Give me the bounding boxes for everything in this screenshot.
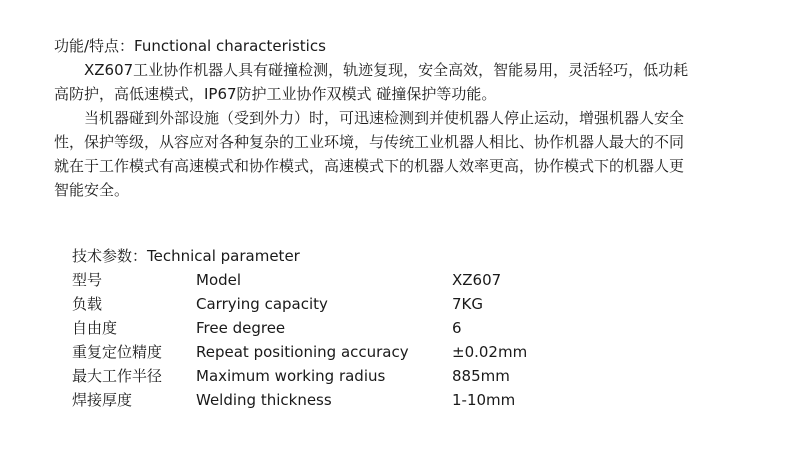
spec-row-welding-thickness bbox=[72, 388, 572, 412]
spec-label-cn: 重复定位精度 bbox=[72, 343, 163, 361]
spec-label-en: Welding thickness bbox=[196, 391, 332, 409]
parameters-section bbox=[72, 244, 572, 412]
spec-row-model bbox=[72, 268, 572, 292]
spec-value: 1-10mm bbox=[452, 391, 516, 409]
features-paragraph-1: XZ607工业协作机器人具有碰撞检测，轨迹复现，安全高效，智能易用，灵活轻巧，低功耗高防护，高低速模式，IP67防护工业协作双模式 碰撞保护等功能。 bbox=[54, 61, 689, 103]
spec-label-cn: 负载 bbox=[72, 295, 103, 313]
spec-value: 6 bbox=[452, 319, 462, 337]
spec-label-en: Free degree bbox=[196, 319, 286, 337]
spec-label-cn: 型号 bbox=[72, 271, 103, 289]
spec-label-cn: 最大工作半径 bbox=[72, 367, 163, 385]
spec-label-en: Model bbox=[196, 271, 242, 289]
spec-row-working-radius bbox=[72, 364, 572, 388]
spec-label-cn: 自由度 bbox=[72, 319, 118, 337]
spec-value: 885mm bbox=[452, 367, 510, 385]
spec-label-en: Maximum working radius bbox=[196, 367, 386, 385]
spec-value: ±0.02mm bbox=[452, 343, 528, 361]
spec-value: XZ607 bbox=[452, 271, 502, 289]
spec-row-repeat-positioning bbox=[72, 340, 572, 364]
spec-label-en: Repeat positioning accuracy bbox=[196, 343, 409, 361]
spec-value: 7KG bbox=[452, 295, 484, 313]
features-paragraph-2: 当机器碰到外部设施（受到外力）时，可迅速检测到并使机器人停止运动，增强机器人安全性，保护等级，从容应对各种复杂的工业环境，与传统工业机器人相比、协作机器人最大的不同就在于工作模式有高速模式和协作模式，高速模式下的机器人效率更高，协作模式下的机器人更智能安全。 bbox=[54, 109, 685, 199]
spec-row-carrying-capacity bbox=[72, 292, 572, 316]
features-section bbox=[54, 34, 694, 202]
spec-label-cn: 焊接厚度 bbox=[72, 391, 133, 409]
spec-row-free-degree bbox=[72, 316, 572, 340]
parameters-heading: 技术参数：Technical parameter bbox=[72, 247, 300, 265]
spec-label-en: Carrying capacity bbox=[196, 295, 328, 313]
features-heading: 功能/特点：Functional characteristics bbox=[54, 37, 326, 55]
